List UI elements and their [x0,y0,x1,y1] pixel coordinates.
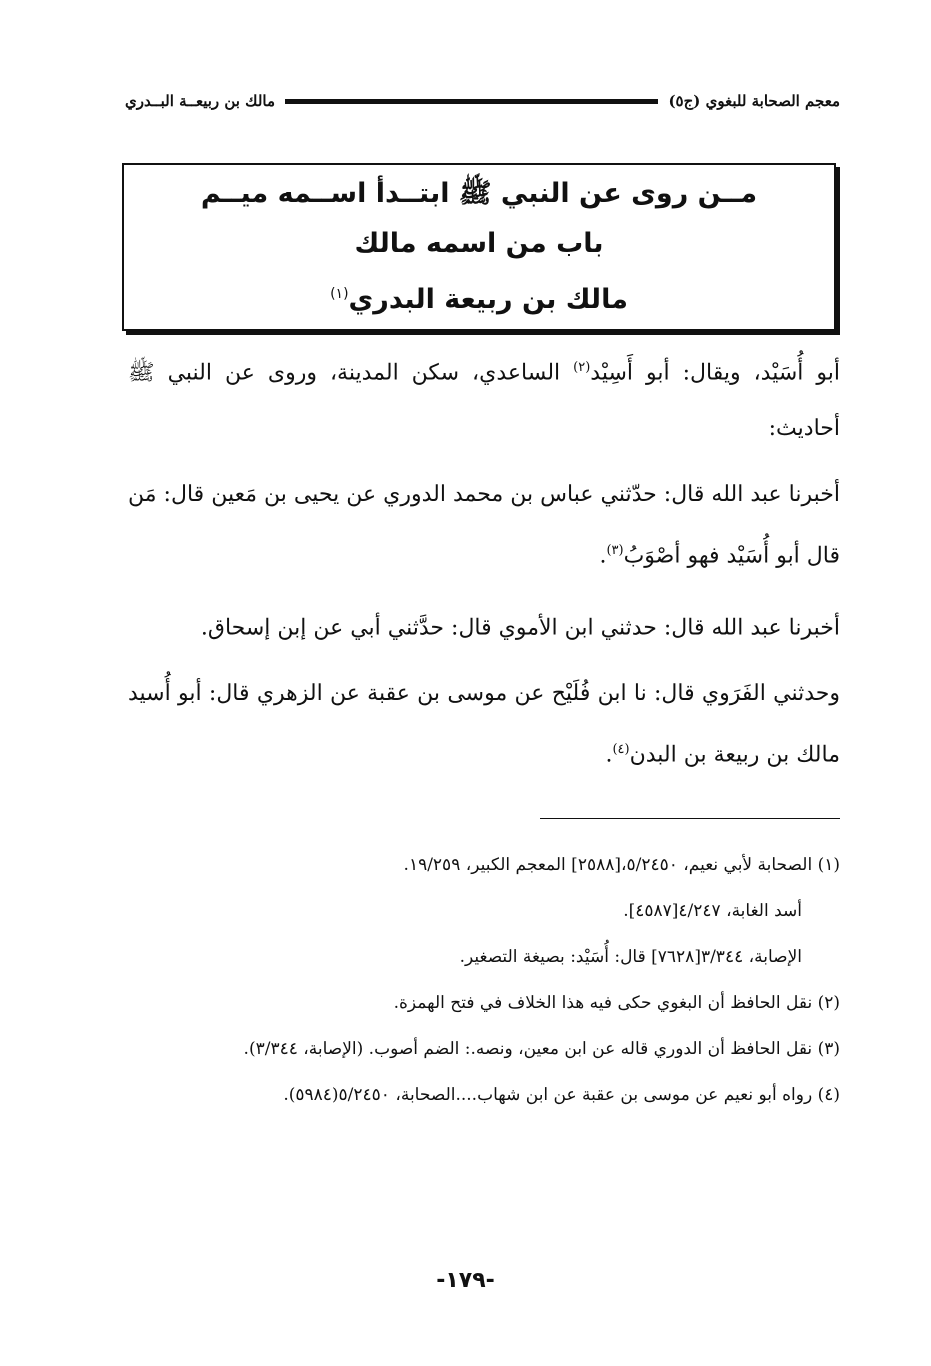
footnote: (٣) نقل الحافظ أن الدوري قاله عن ابن معين، ونصه.: الضم أصوب. (الإصابة، ٣/٣٤٤). [243,1039,840,1059]
paragraph-text: الساعدي، سكن المدينة، وروى عن النبي ﷺ أحاديث: [128,360,840,442]
paragraph-text: وحدثني الفَرَوي قال: نا ابن فُلَيْح عن موسى بن عقبة عن الزهري قال: أبو أُسيد مالك بن ربيعة بن البدن [128,680,840,768]
chapter-title-box [122,163,836,331]
paragraph-text: أخبرنا عبد الله قال: حدثني ابن الأموي قال: حدَّثني أبي عن إبن إسحاق. [200,614,840,640]
footnote: (٤) رواه أبو نعيم عن موسى بن عقبة عن ابن شهاب....الصحابة، ٥/٢٤٥٠(٥٩٨٤). [283,1085,840,1105]
page-number: -١٧٩- [436,1268,495,1293]
chapter-heading: باب من اسمه مالك [354,228,604,259]
entry-heading [124,269,834,325]
footnote-marker: (١) [330,286,349,302]
running-header [125,86,840,116]
footnote-marker: (٤) [612,741,630,757]
book-title: معجم الصحابة للبغوي (ج٥) [668,92,840,110]
footnote-marker: (٢) [573,360,591,375]
footnote: (٢) نقل الحافظ أن البغوي حكى فيه هذا الخلاف في فتح الهمزة. [393,993,840,1013]
footnote: أسد الغابة، ٤/٢٤٧[٤٥٨٧]. [623,901,802,921]
paragraph-text: . [599,543,607,569]
entry-title: مالك بن ربيعــة البــدري [125,92,275,110]
footnote: الإصابة، ٣/٣٤٤[٧٦٢٨] قال: أُسَيْد: بصيغة التصغير. [459,947,802,967]
paragraph [128,467,840,584]
section-heading: مــن روى عن النبي ﷺ ابتــدأ اســمه ميــم [200,178,758,209]
paragraph-text: أخبرنا عبد الله قال: حدّثني عباس بن محمد الدوري عن يحيى بن مَعين قال: مَن قال أبو أُسَيْد فهو أصْوَبُ [128,482,840,569]
paragraph-text: . [605,742,613,768]
header-rule [285,99,658,104]
paragraph-text: أبو أُسَيْد، ويقال: أبو أَسِيْد [590,360,840,386]
footnote-separator [540,818,840,819]
main-text [128,340,840,793]
paragraph [128,666,840,783]
footnote: (١) الصحابة لأبي نعيم، ٥/٢٤٥٠،[٢٥٨٨] المعجم الكبير، ١٩/٢٥٩. [403,855,840,875]
paragraph [128,595,840,656]
entry-heading-text: مالك بن ربيعة البدري [348,284,628,315]
footnotes [128,842,840,1118]
paragraph [128,340,840,457]
footnote-marker: (٣) [606,543,624,559]
